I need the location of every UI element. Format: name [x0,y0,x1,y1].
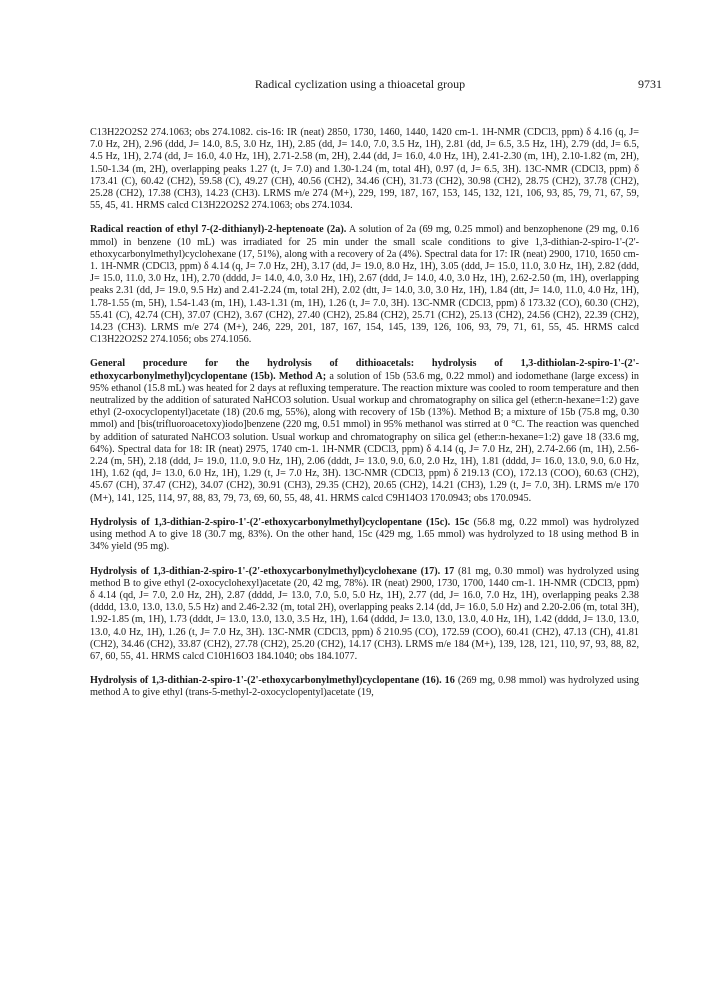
paragraph-text: (269 mg, 0.98 mmol) was hydrolyzed using method A to give ethyl (trans-5-methyl-2-oxocyclopentyl)acetate (19, [90,675,639,699]
paragraph [90,358,639,504]
paragraph [90,224,639,346]
paragraph [90,517,639,554]
paragraph-heading: Hydrolysis of 1,3-dithian-2-spiro-1'-(2'-ethoxycarbonylmethyl)cyclohexane (17). 17 [90,565,455,577]
paragraph-text: a solution of 15b (53.6 mg, 0.22 mmol) and iodomethane (large excess) in 95% ethanol (15.8 mL) was heated for 2 days at refluxing temperature. The reaction mixture was cooled to room temperature and then neutralized by the addition of saturated NaHCO3 solution. Usual workup and chromatography on silica gel (ether:n-hexane=1:2) gave ethyl (2-oxocyclopentyl)acetate (18) (20.6 mg, 55%), along with recovery of 15b (13%). Method B; a mixture of 15b (75.8 mg, 0.30 mmol) and [bis(trifluoroacetoxy)iodo]benzene (220 mg, 0.51 mmol) in 95% methanol was stirred at 0 °C. The reaction was quenched by addition of saturated NaHCO3 solution. Usual workup and chromatography on silica gel (ether:n-hexane=1:2) gave 18 (33.6 mg, 64%). Spectral data for 18: IR (neat) 2975, 1740 cm-1. 1H-NMR (CDCl3, ppm) δ 4.14 (q, J= 7.0 Hz, 2H), 2.74-2.66 (m, 1H), 2.56-2.24 (m, 5H), 2.18 (ddd, J= 19.0, 11.0, 9.0 Hz, 1H), 2.06 (dddt, J= 13.0, 9.0, 6.0, 2.0 Hz, 1H), 1.81 (dddd, J= 16.0, 13.0, 9.0, 6.0 Hz, 1H), 1.62 (qd, J= 13.0, 6.0 Hz, 1H), 1.29 (t, J= 7.0 Hz, 3H). 13C-NMR (CDCl3, ppm) δ 219.13 (CO), 172.13 (COO), 60.63 (CH2), 45.67 (CH), 37.47 (CH2), 34.07 (CH2), 30.91 (CH3), 29.35 (CH2), 20.65 (CH2), 14.21 (CH3), 1.29 (t, J= 7.0, 3H). LRMS m/e 170 (M+), 141, 125, 114, 97, 88, 83, 79, 73, 69, 60, 55, 48, 41. HRMS calcd C9H14O3 170.0943; obs 170.0945. [90,370,640,504]
paragraph-text: C13H22O2S2 274.1063; obs 274.1082. cis-16: IR (neat) 2850, 1730, 1460, 1440, 1420 cm-1. 1H-NMR (CDCl3, ppm) δ 4.16 (q, J= 7.0 Hz, 2H), 2.96 (ddd, J= 14.0, 8.5, 3.0 Hz, 1H), 2.85 (dd, J= 14.0, 7.0, 3.5 Hz, 1H), 2.81 (dd, J= 6.5, 3.5 Hz, 1H), 2.79 (dd, J= 6.5, 4.5 Hz, 1H), 2.74 (dd, J= 16.0, 4.0 Hz, 1H), 2.71-2.58 (m, 2H), 2.44 (dd, J= 16.0, 4.0 Hz, 1H), 2.41-2.30 (m, 1H), 2.10-1.82 (m, 2H), 1.50-1.34 (m, 2H), overlapping peaks 1.27 (t, J= 7.0) and 1.30-1.24 (m, total 4H), 0.97 (d, J= 6.5, 3H). 13C-NMR (CDCl3, ppm) δ 173.41 (C), 60.42 (CH2), 59.58 (C), 49.27 (CH), 40.56 (CH2), 34.46 (CH), 31.73 (CH2), 30.98 (CH2), 28.75 (CH2), 37.78 (CH2), 25.28 (CH2), 17.38 (CH3), 14.23 (CH3). LRMS m/e 274 (M+), 229, 199, 187, 167, 153, 145, 132, 121, 106, 93, 85, 79, 71, 67, 59, 55, 45, 41. HRMS calcd C13H22O2S2 274.1063; obs 274.1034. [90,127,639,212]
paragraph [90,675,639,699]
paragraph-heading: General procedure for the hydrolysis of dithioacetals: hydrolysis of 1,3-dithiolan-2-spiro-1'-(2'-ethoxycarbonylmethyl)cyclopentane (15b). Method A; [90,358,639,382]
running-title: Radical cyclization using a thioacetal group [254,77,466,91]
paragraph-text: (56.8 mg, 0.22 mmol) was hydrolyzed using method A to give 18 (30.7 mg, 83%). On the other hand, 15c (429 mg, 1.65 mmol) was hydrolyzed to 18 using method B in 34% yield (95 mg). [90,516,639,553]
page-number: 9731 [638,77,662,91]
paragraph [90,566,639,664]
paragraph-text: (81 mg, 0.30 mmol) was hydrolyzed using method B to give ethyl (2-oxocyclohexyl)acetate (20, 42 mg, 78%). IR (neat) 2900, 1730, 1700, 1440 cm-1. 1H-NMR (CDCl3, ppm) δ 4.14 (qd, J= 7.0, 2.0 Hz, 2H), 2.87 (dddd, J= 13.0, 7.0, 5.0, 5.0 Hz, 1H), 2.77 (dd, J= 16.0, 7.0 Hz, 1H), overlapping peaks 2.38 (dddd, 13.0, 13.0, 13.0, 5.5 Hz) and 2.46-2.32 (m, total 2H), overlapping peaks 2.14 (dd, J= 16.0, 5.0 Hz) and 2.20-2.06 (m, total 3H), 1.92-1.85 (m, 1H), 1.73 (dddt, J= 13.0, 13.0, 13.0, 3.5 Hz, 1H), 1.64 (dddd, J= 13.0, 13.0, 13.0, 4.0 Hz, 1H), 1.42 (dddd, J= 13.0, 13.0, 13.0, 4.0 Hz, 1H), 1.26 (t, J= 7.0 Hz, 3H). 13C-NMR (CDCl3, ppm) δ 210.95 (CO), 172.59 (COO), 60.41 (CH2), 47.13 (CH), 41.81 (CH2), 34.46 (CH2), 33.87 (CH2), 27.78 (CH2), 25.20 (CH2), 14.17 (CH3). LRMS m/e 184 (M+), 139, 128, 121, 110, 97, 93, 88, 82, 67, 60, 55, 41. HRMS calcd C10H16O3 184.1040; obs 184.1077. [90,565,640,662]
paragraph-heading: Hydrolysis of 1,3-dithian-2-spiro-1'-(2'-ethoxycarbonylmethyl)cyclopentane (16). 16 [90,675,455,687]
paragraph-heading: Hydrolysis of 1,3-dithian-2-spiro-1'-(2'-ethoxycarbonylmethyl)cyclopentane (15c). 15c [90,516,470,528]
paragraph [90,127,639,212]
body-text [90,127,639,712]
paragraph-text: A solution of 2a (69 mg, 0.25 mmol) and benzophenone (29 mg, 0.16 mmol) in benzene (10 mL) was irradiated for 25 min under the small scale conditions to give 1,3-dithian-2-spiro-1'-(2'-ethoxycarbonylmethyl)cyclohexane (17, 51%), along with a recovery of 2a (4%). Spectral data for 17: IR (neat) 2900, 1710, 1650 cm-1. 1H-NMR (CDCl3, ppm) δ 4.14 (q, J= 7.0 Hz, 2H), 3.17 (dd, J= 19.0, 8.0 Hz, 1H), 3.05 (ddd, J= 15.0, 11.0, 3.0 Hz, 1H), 2.82 (ddd, J= 15.0, 11.0, 3.0 Hz, 1H), 2.70 (dddd, J= 14.0, 4.0, 3.0 Hz, 1H), 2.67 (ddd, J= 14.0, 4.0, 3.0 Hz, 1H), 2.62-2.50 (m, 1H), overlapping peaks 2.31 (dd, J= 19.0, 9.5 Hz) and 2.41-2.24 (m, total 2H), 2.02 (dtt, J= 14.0, 3.0, 3.0 Hz, 1H), 1.84 (dtt, J= 14.0, 11.0, 4.0 Hz, 1H), 1.78-1.55 (m, 5H), 1.54-1.43 (m, 1H), 1.43-1.31 (m, 1H), 1.26 (t, J= 7.0, 3H). 13C-NMR (CDCl3, ppm) δ 173.32 (CO), 60.30 (CH2), 55.41 (C), 42.74 (CH), 37.07 (CH2), 3.67 (CH2), 27.40 (CH2), 25.84 (CH2), 25.71 (CH2), 25.13 (CH2), 24.56 (CH2), 22.39 (CH2), 14.23 (CH3). LRMS m/e 274 (M+), 246, 229, 201, 187, 167, 154, 145, 139, 126, 106, 93, 79, 71, 61, 55, 45. HRMS calcd C13H22O2S2 274.1056; obs 274.1056. [90,224,639,346]
paragraph-heading: Radical reaction of ethyl 7-(2-dithianyl)-2-heptenoate (2a). [90,224,347,236]
